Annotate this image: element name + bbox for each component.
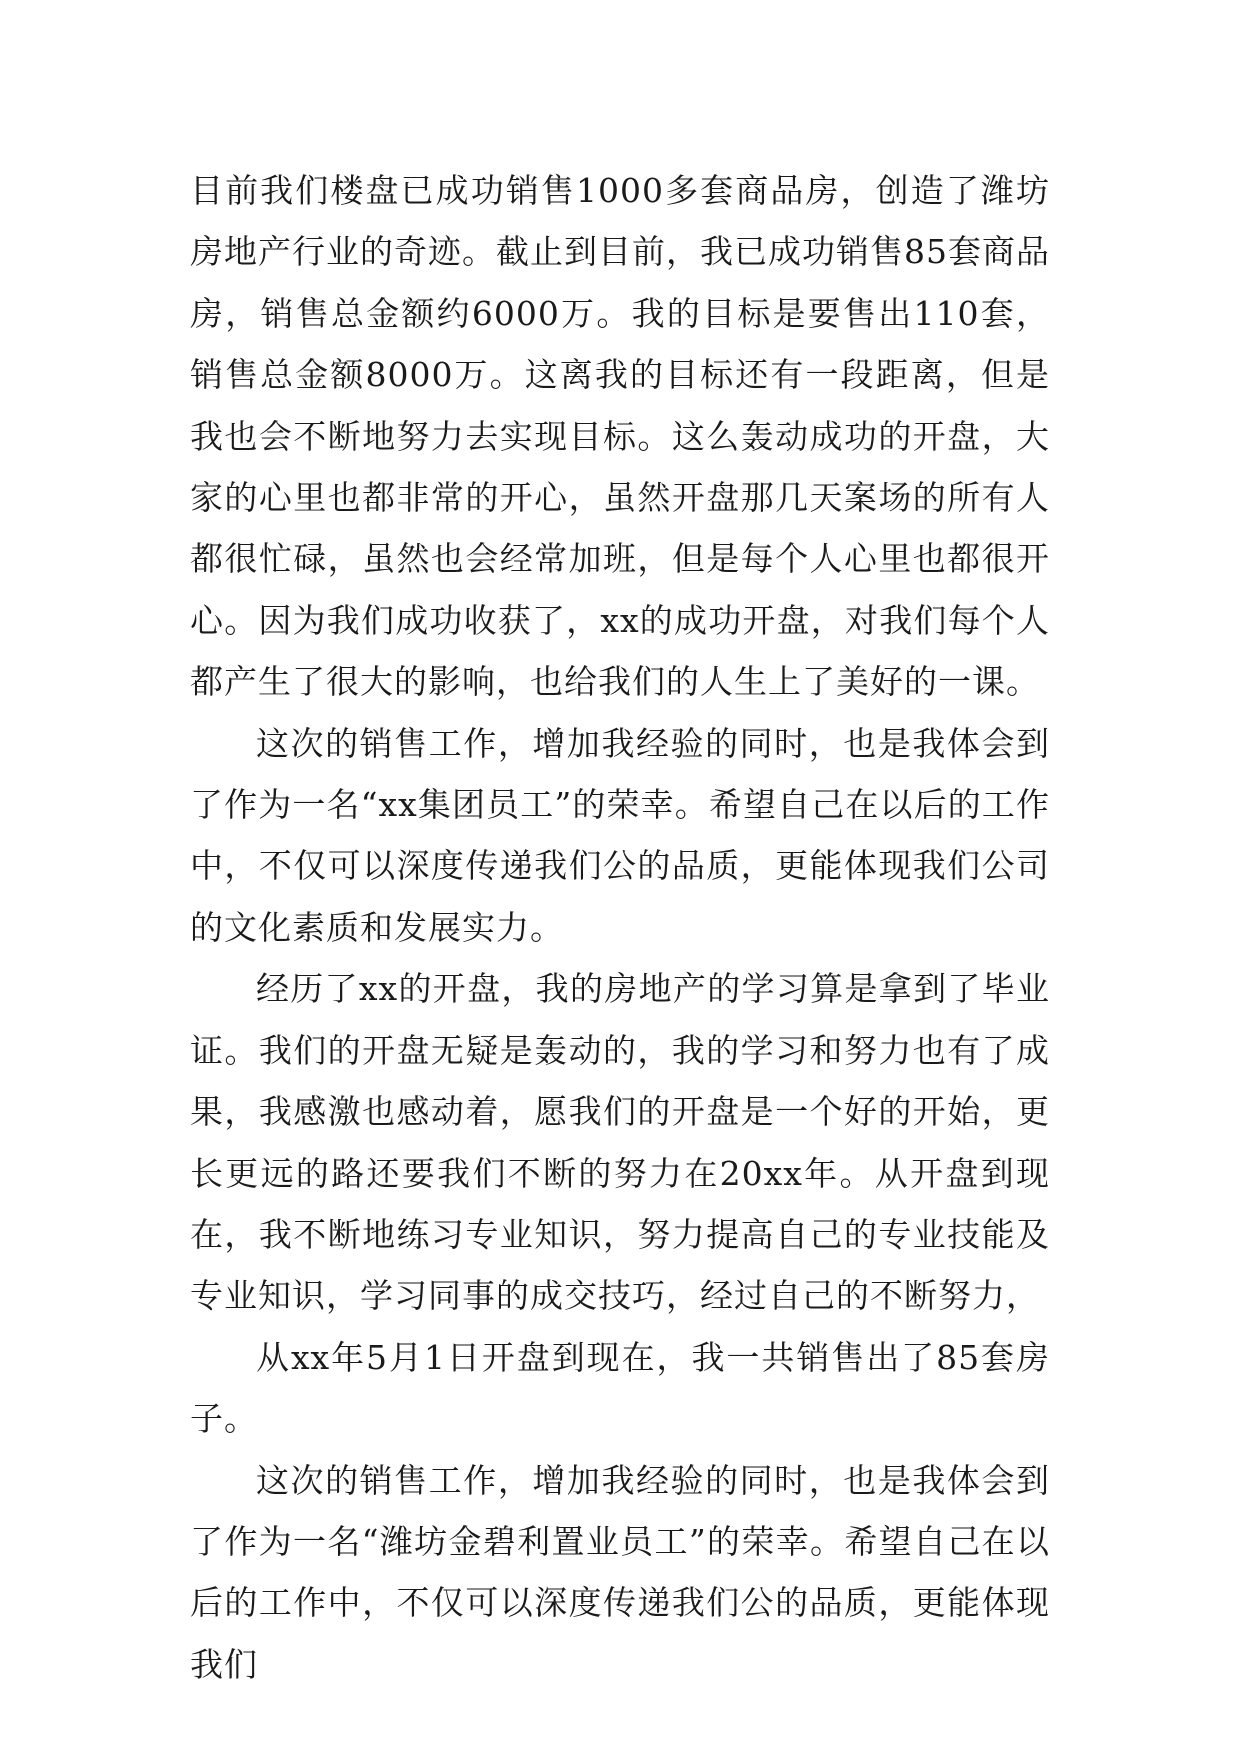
paragraph-1: 目前我们楼盘已成功销售1000多套商品房，创造了潍坊房地产行业的奇迹。截止到目前，我已成功销售85套商品房，销售总金额约6000万。我的目标是要售出110套，销售总金额8000万。这离我的目标还有一段距离，但是我也会不断地努力去实现目标。这么轰动成功的开盘，大家的心里也都非常的开心，虽然开盘那几天案场的所有人都很忙碌，虽然也会经常加班，但是每个人心里也都很开心。因为我们成功收获了，xx的成功开盘，对我们每个人都产生了很大的影响，也给我们的人生上了美好的一课。 [190,171,1050,702]
paragraph-4: 从xx年5月1日开盘到现在，我一共销售出了85套房子。 [190,1337,1050,1439]
paragraph-2: 这次的销售工作，增加我经验的同时，也是我体会到了作为一名“xx集团员工”的荣幸。希望自己在以后的工作中，不仅可以深度传递我们公的品质，更能体现我们公司的文化素质和发展实力。 [190,723,1050,947]
paragraph-5: 这次的销售工作，增加我经验的同时，也是我体会到了作为一名“潍坊金碧利置业员工”的荣幸。希望自己在以后的工作中，不仅可以深度传递我们公的品质，更能体现我们 [190,1460,1050,1684]
document-body [190,160,1050,1695]
paragraph-3: 经历了xx的开盘，我的房地产的学习算是拿到了毕业证。我们的开盘无疑是轰动的，我的学习和努力也有了成果，我感激也感动着，愿我们的开盘是一个好的开始，更长更远的路还要我们不断的努力在20xx年。从开盘到现在，我不断地练习专业知识，努力提高自己的专业技能及专业知识，学习同事的成交技巧，经过自己的不断努力， [190,969,1050,1316]
